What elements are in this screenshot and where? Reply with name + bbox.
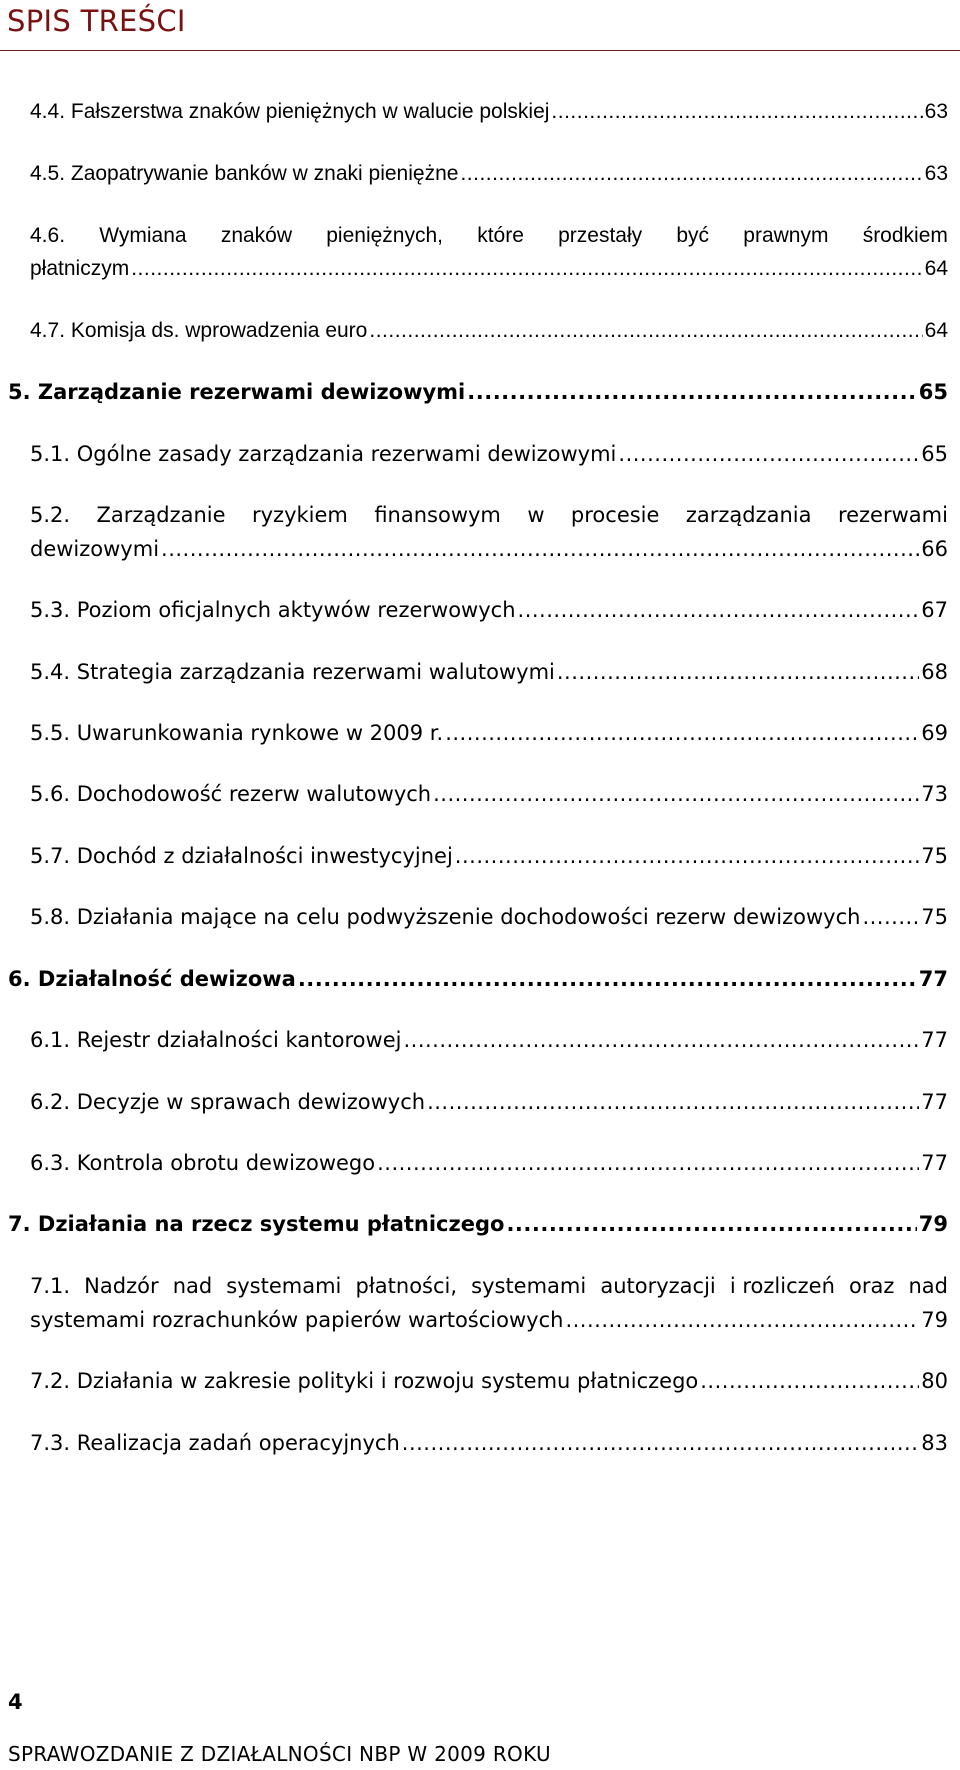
toc-number: 7. xyxy=(8,1212,31,1236)
toc-number: 5.2. xyxy=(30,503,71,527)
toc-word: procesie xyxy=(570,503,660,527)
toc-number: 7.3. xyxy=(30,1431,71,1455)
footer-title: SPRAWOZDANIE Z DZIAŁALNOŚCI NBP W 2009 ROKU xyxy=(8,1742,551,1766)
toc-page: 64 xyxy=(924,257,948,280)
dot-leader xyxy=(700,1369,919,1393)
toc-number: 5. xyxy=(8,380,31,404)
toc-entry-7-1-line2[interactable] xyxy=(30,1308,948,1332)
toc-page: 75 xyxy=(921,844,948,868)
toc-word: oraz xyxy=(848,1274,895,1298)
toc-word: być xyxy=(676,224,710,247)
dot-leader xyxy=(445,721,919,745)
toc-number: 6.3. xyxy=(30,1151,71,1175)
dot-leader xyxy=(433,782,919,806)
toc-number: 7.2. xyxy=(30,1369,71,1393)
toc-page: 79 xyxy=(921,1308,948,1332)
toc-word: Wymiana xyxy=(99,224,187,247)
dot-leader xyxy=(467,380,917,404)
toc-entry-5-8[interactable] xyxy=(30,905,948,929)
toc-page: 64 xyxy=(924,319,948,342)
toc-word: nad xyxy=(172,1274,213,1298)
dot-leader xyxy=(161,537,919,561)
toc-page: 79 xyxy=(918,1212,948,1236)
toc-number: 4.7. xyxy=(30,319,66,342)
toc-title: Dochód z działalności inwestycyjnej xyxy=(76,844,453,868)
toc-word: systemami xyxy=(471,1274,587,1298)
toc-page: 77 xyxy=(921,1151,948,1175)
toc-title: Rejestr działalności kantorowej xyxy=(76,1028,402,1052)
toc-title: Ogólne zasady zarządzania rezerwami dewizowymi xyxy=(76,442,617,466)
toc-entry-7-1-line1[interactable] xyxy=(30,1274,948,1298)
toc-word: i rozliczeń xyxy=(729,1274,835,1298)
toc-entry-7-3[interactable] xyxy=(30,1431,948,1455)
toc-word: prawnym xyxy=(743,224,829,247)
toc-number: 4.6. xyxy=(30,224,66,247)
toc-word: autoryzacji xyxy=(600,1274,716,1298)
toc-number: 5.6. xyxy=(30,782,71,806)
toc-entry-5-1[interactable] xyxy=(30,442,948,466)
toc-word: znaków xyxy=(220,224,293,247)
toc-entry-4-5[interactable] xyxy=(30,162,948,186)
toc-entry-4-4[interactable] xyxy=(30,100,948,124)
toc-word: w xyxy=(527,503,545,527)
toc-page: 77 xyxy=(921,1090,948,1114)
toc-word: środkiem xyxy=(862,224,948,247)
toc-title: Decyzje w sprawach dewizowych xyxy=(76,1090,426,1114)
toc-number: 7.1. xyxy=(30,1274,71,1298)
dot-leader xyxy=(298,967,917,991)
toc-page: 68 xyxy=(921,660,948,684)
dot-leader xyxy=(369,319,922,343)
toc-word: płatności, xyxy=(355,1274,458,1298)
page-title: SPIS TREŚCI xyxy=(7,4,186,38)
toc-entry-6-1[interactable] xyxy=(30,1028,948,1052)
toc-entry-4-6-line1[interactable] xyxy=(30,224,948,248)
toc-word: zarządzania xyxy=(685,503,812,527)
toc-page: 63 xyxy=(924,100,948,123)
toc-page: 65 xyxy=(918,380,948,404)
footer-page-number: 4 xyxy=(8,1690,23,1714)
toc-word: pieniężnych, xyxy=(326,224,443,247)
dot-leader xyxy=(565,1308,919,1332)
toc-entry-6-2[interactable] xyxy=(30,1090,948,1114)
toc-page: 66 xyxy=(921,537,948,561)
toc-title: Strategia zarządzania rezerwami walutowymi xyxy=(76,660,555,684)
dot-leader xyxy=(551,100,922,124)
toc-title: Komisja ds. wprowadzenia euro xyxy=(70,319,368,342)
toc-entry-5-3[interactable] xyxy=(30,598,948,622)
dot-leader xyxy=(518,598,920,622)
toc-entry-5-5[interactable] xyxy=(30,721,948,745)
toc-number: 4.4. xyxy=(30,100,66,123)
toc-title: Działania w zakresie polityki i rozwoju systemu płatniczego xyxy=(76,1369,699,1393)
toc-title: Poziom oficjalnych aktywów rezerwowych xyxy=(76,598,516,622)
toc-page: 77 xyxy=(921,1028,948,1052)
toc-word: Nadzór xyxy=(84,1274,159,1298)
toc-word: systemami xyxy=(226,1274,342,1298)
toc-title: Działalność dewizowa xyxy=(37,967,296,991)
toc-page: 75 xyxy=(921,905,948,929)
dot-leader xyxy=(427,1090,919,1114)
toc-title: systemami rozrachunków papierów wartościowych xyxy=(30,1308,564,1332)
toc-title: płatniczym xyxy=(30,257,130,280)
toc-word: które xyxy=(477,224,524,247)
toc-word: finansowym xyxy=(374,503,501,527)
toc-page: 65 xyxy=(921,442,948,466)
toc-entry-5-7[interactable] xyxy=(30,844,948,868)
toc-entry-4-6-line2[interactable] xyxy=(30,257,948,281)
toc-title: Dochodowość rezerw walutowych xyxy=(76,782,432,806)
toc-entry-5-2-line2[interactable] xyxy=(30,537,948,561)
dot-leader xyxy=(506,1212,916,1236)
toc-title: Zaopatrywanie banków w znaki pieniężne xyxy=(70,162,459,185)
dot-leader xyxy=(455,844,919,868)
toc-page: 67 xyxy=(921,598,948,622)
toc-title: Uwarunkowania rynkowe w 2009 r. xyxy=(76,721,444,745)
toc-entry-4-7[interactable] xyxy=(30,319,948,343)
toc-number: 6.1. xyxy=(30,1028,71,1052)
toc-page: 63 xyxy=(924,162,948,185)
toc-title: Działania na rzecz systemu płatniczego xyxy=(37,1212,505,1236)
toc-entry-7-2[interactable] xyxy=(30,1369,948,1393)
toc-number: 5.5. xyxy=(30,721,71,745)
toc-number: 5.8. xyxy=(30,905,71,929)
toc-number: 6.2. xyxy=(30,1090,71,1114)
dot-leader xyxy=(403,1028,919,1052)
toc-page: 80 xyxy=(921,1369,948,1393)
toc-entry-5-4[interactable] xyxy=(30,660,948,684)
toc-title: Fałszerstwa znaków pieniężnych w walucie polskiej xyxy=(70,100,550,123)
toc-title: Zarządzanie rezerwami dewizowymi xyxy=(37,380,466,404)
toc-chapter-5[interactable] xyxy=(8,380,948,404)
toc-number: 5.1. xyxy=(30,442,71,466)
dot-leader xyxy=(557,660,919,684)
dot-leader xyxy=(618,442,919,466)
toc-word: rezerwami xyxy=(837,503,948,527)
dot-leader xyxy=(377,1151,919,1175)
toc-entry-5-6[interactable] xyxy=(30,782,948,806)
dot-leader xyxy=(862,905,919,929)
toc-word: przestały xyxy=(558,224,643,247)
page-header xyxy=(0,0,960,51)
toc-number: 5.3. xyxy=(30,598,71,622)
toc-page: 73 xyxy=(921,782,948,806)
toc-chapter-6[interactable] xyxy=(8,967,948,991)
toc-page: 83 xyxy=(921,1431,948,1455)
toc-word: ryzykiem xyxy=(252,503,348,527)
toc-title: Kontrola obrotu dewizowego xyxy=(76,1151,376,1175)
toc-title: Realizacja zadań operacyjnych xyxy=(76,1431,400,1455)
toc-number: 4.5. xyxy=(30,162,66,185)
toc-page: 69 xyxy=(921,721,948,745)
toc-number: 5.4. xyxy=(30,660,71,684)
dot-leader xyxy=(460,162,922,186)
toc-number: 6. xyxy=(8,967,31,991)
toc-word: nad xyxy=(908,1274,948,1298)
toc-title: dewizowymi xyxy=(30,537,160,561)
toc-title: Działania mające na celu podwyższenie dochodowości rezerw dewizowych xyxy=(76,905,861,929)
toc-entry-5-2-line1[interactable] xyxy=(30,503,948,527)
dot-leader xyxy=(402,1431,920,1455)
toc-word: Zarządzanie xyxy=(96,503,226,527)
toc-page: 77 xyxy=(918,967,948,991)
toc-number: 5.7. xyxy=(30,844,71,868)
toc-chapter-7[interactable] xyxy=(8,1212,948,1236)
dot-leader xyxy=(131,257,922,281)
toc-entry-6-3[interactable] xyxy=(30,1151,948,1175)
